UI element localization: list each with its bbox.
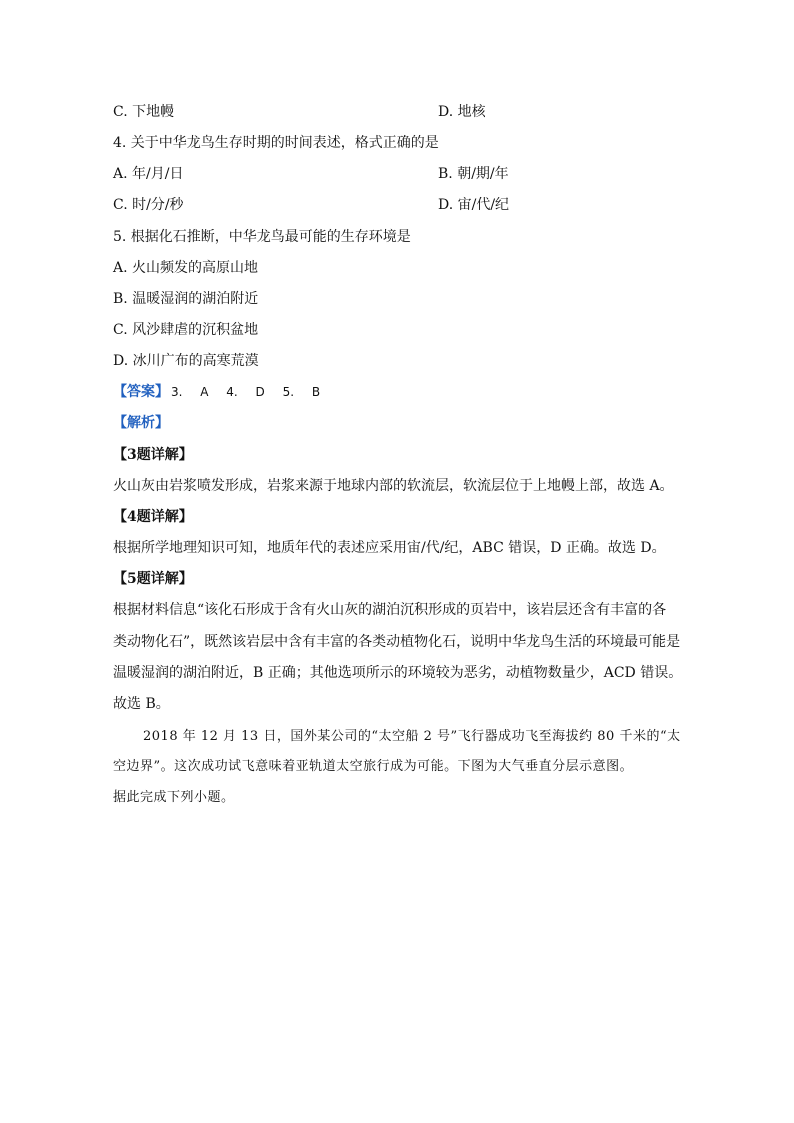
detail-5-line-4: 故选 B。: [113, 696, 170, 712]
detail-5-line-2: 类动物化石”，既然该岩层中含有丰富的各类动植物化石，说明中华龙鸟生活的环境最可能是: [113, 634, 681, 650]
q5-option-c: C. 风沙肆虐的沉积盆地: [113, 322, 259, 338]
q4-option-b: B. 朝/期/年: [438, 166, 509, 182]
detail-5-line-1: 根据材料信息“该化石形成于含有火山灰的湖泊沉积形成的页岩中，该岩层还含有丰富的各: [113, 602, 667, 618]
q5-option-a: A. 火山频发的高原山地: [113, 260, 259, 276]
passage-line-3: 据此完成下列小题。: [113, 790, 235, 805]
q5-option-d: D. 冰川广布的高寒荒漠: [113, 353, 259, 369]
passage-line-2: 空边界”。这次成功试飞意味着亚轨道太空旅行成为可能。下图为大气垂直分层示意图。: [113, 759, 634, 774]
detail-4-tag: 【4题详解】: [113, 509, 193, 525]
option-c: C. 下地幔: [113, 104, 175, 120]
question-5-stem: 5. 根据化石推断，中华龙鸟最可能的生存环境是: [113, 229, 411, 245]
detail-4-text: 根据所学地理知识可知，地质年代的表述应采用宙/代/纪，ABC 错误，D 正确。故选 D。: [113, 540, 666, 556]
q4-option-c: C. 时/分/秒: [113, 197, 184, 213]
option-d: D. 地核: [438, 104, 486, 120]
analysis-tag: 【解析】: [113, 415, 169, 431]
detail-5-line-3: 温暖湿润的湖泊附近，B 正确；其他选项所示的环境较为恶劣，动植物数量少，ACD 错误。: [113, 665, 683, 681]
answer-line: [113, 382, 320, 402]
detail-5-tag: 【5题详解】: [113, 571, 193, 587]
passage-line-1: 2018 年 12 月 13 日，国外某公司的“太空船 2 号”飞行器成功飞至海拔约 80 千米的“太: [143, 729, 681, 744]
q4-option-d: D. 宙/代/纪: [438, 197, 510, 213]
q5-option-b: B. 温暖湿润的湖泊附近: [113, 291, 259, 307]
detail-3-text: 火山灰由岩浆喷发形成，岩浆来源于地球内部的软流层，软流层位于上地幔上部，故选 A。: [113, 478, 674, 494]
answer-text: 3. A 4. D 5. B: [171, 385, 321, 399]
answer-tag: 【答案】: [113, 384, 169, 400]
detail-3-tag: 【3题详解】: [113, 447, 193, 463]
q4-option-a: A. 年/月/日: [113, 166, 184, 182]
question-4-stem: 4. 关于中华龙鸟生存时期的时间表述，格式正确的是: [113, 135, 439, 151]
